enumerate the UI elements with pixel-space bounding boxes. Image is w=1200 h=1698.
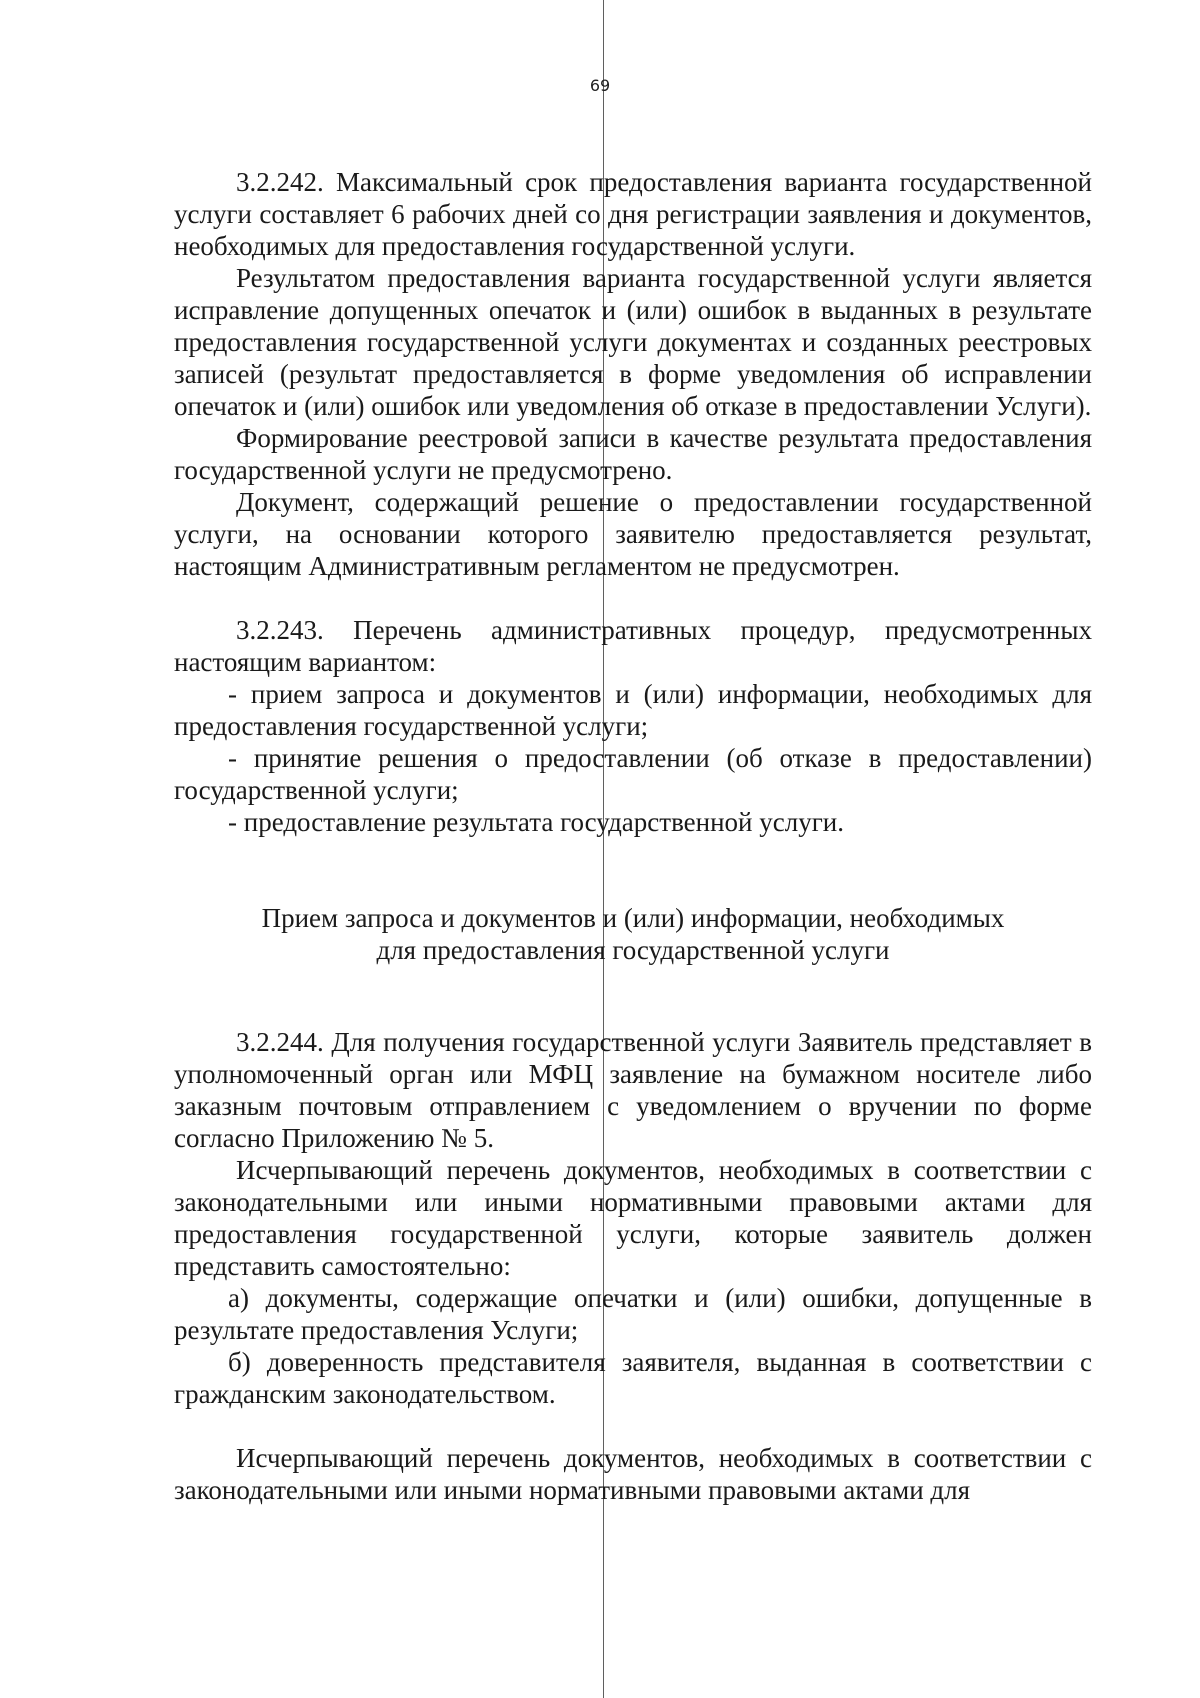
paragraph-registry-record: Формирование реестровой записи в качестве результата предоставления государственной услуги не предусмотрено. <box>174 423 1092 485</box>
paragraph-decision-document: Документ, содержащий решение о предоставлении государственной услуги, на основании которого заявителю предоставляется результат, настоящим Административным регламентом не предусмотрен. <box>174 487 1092 581</box>
page-number: 69 <box>589 76 611 95</box>
section-heading-line: для предоставления государственной услуги <box>376 935 890 965</box>
procedure-list-item: - прием запроса и документов и (или) информации, необходимых для предоставления государственной услуги; <box>174 679 1092 741</box>
paragraph-result: Результатом предоставления варианта государственной услуги является исправление допущенных опечаток и (или) ошибок в выданных в результате предоставления государственной услуги документах и созданных реестровых записей (результат предоставляется в форме уведомления об исправлении опечаток и (или) ошибок или уведомления об отказе в предоставлении Услуги). <box>174 263 1092 421</box>
paragraph-3-2-244: 3.2.244. Для получения государственной услуги Заявитель представляет в уполномоченный орган или МФЦ заявление на бумажном носителе либо заказным почтовым отправлением с уведомлением о вручении по форме согласно Приложению № 5. <box>174 1027 1092 1153</box>
document-list-item: б) доверенность представителя заявителя, выданная в соответствии с гражданским законодательством. <box>174 1347 1092 1409</box>
section-heading-line: Прием запроса и документов и (или) информации, необходимых <box>261 903 1005 933</box>
paragraph-3-2-242: 3.2.242. Максимальный срок предоставления варианта государственной услуги составляет 6 рабочих дней со дня регистрации заявления и документов, необходимых для предоставления государственной услуги. <box>174 167 1092 261</box>
paragraph-3-2-243: 3.2.243. Перечень административных процедур, предусмотренных настоящим вариантом: <box>174 615 1092 677</box>
paragraph-other-documents: Исчерпывающий перечень документов, необходимых в соответствии с законодательными или иными нормативными правовыми актами для <box>174 1443 1092 1505</box>
document-list-item: а) документы, содержащие опечатки и (или) ошибки, допущенные в результате предоставления Услуги; <box>174 1283 1092 1345</box>
procedure-list-item: - принятие решения о предоставлении (об отказе в предоставлении) государственной услуги; <box>174 743 1092 805</box>
section-heading <box>174 902 1092 966</box>
document-body <box>174 166 1092 1506</box>
procedure-list-item: - предоставление результата государственной услуги. <box>228 807 844 837</box>
paragraph-required-documents: Исчерпывающий перечень документов, необходимых в соответствии с законодательными или иными нормативными правовыми актами для предоставления государственной услуги, которые заявитель должен представить самостоятельно: <box>174 1155 1092 1281</box>
